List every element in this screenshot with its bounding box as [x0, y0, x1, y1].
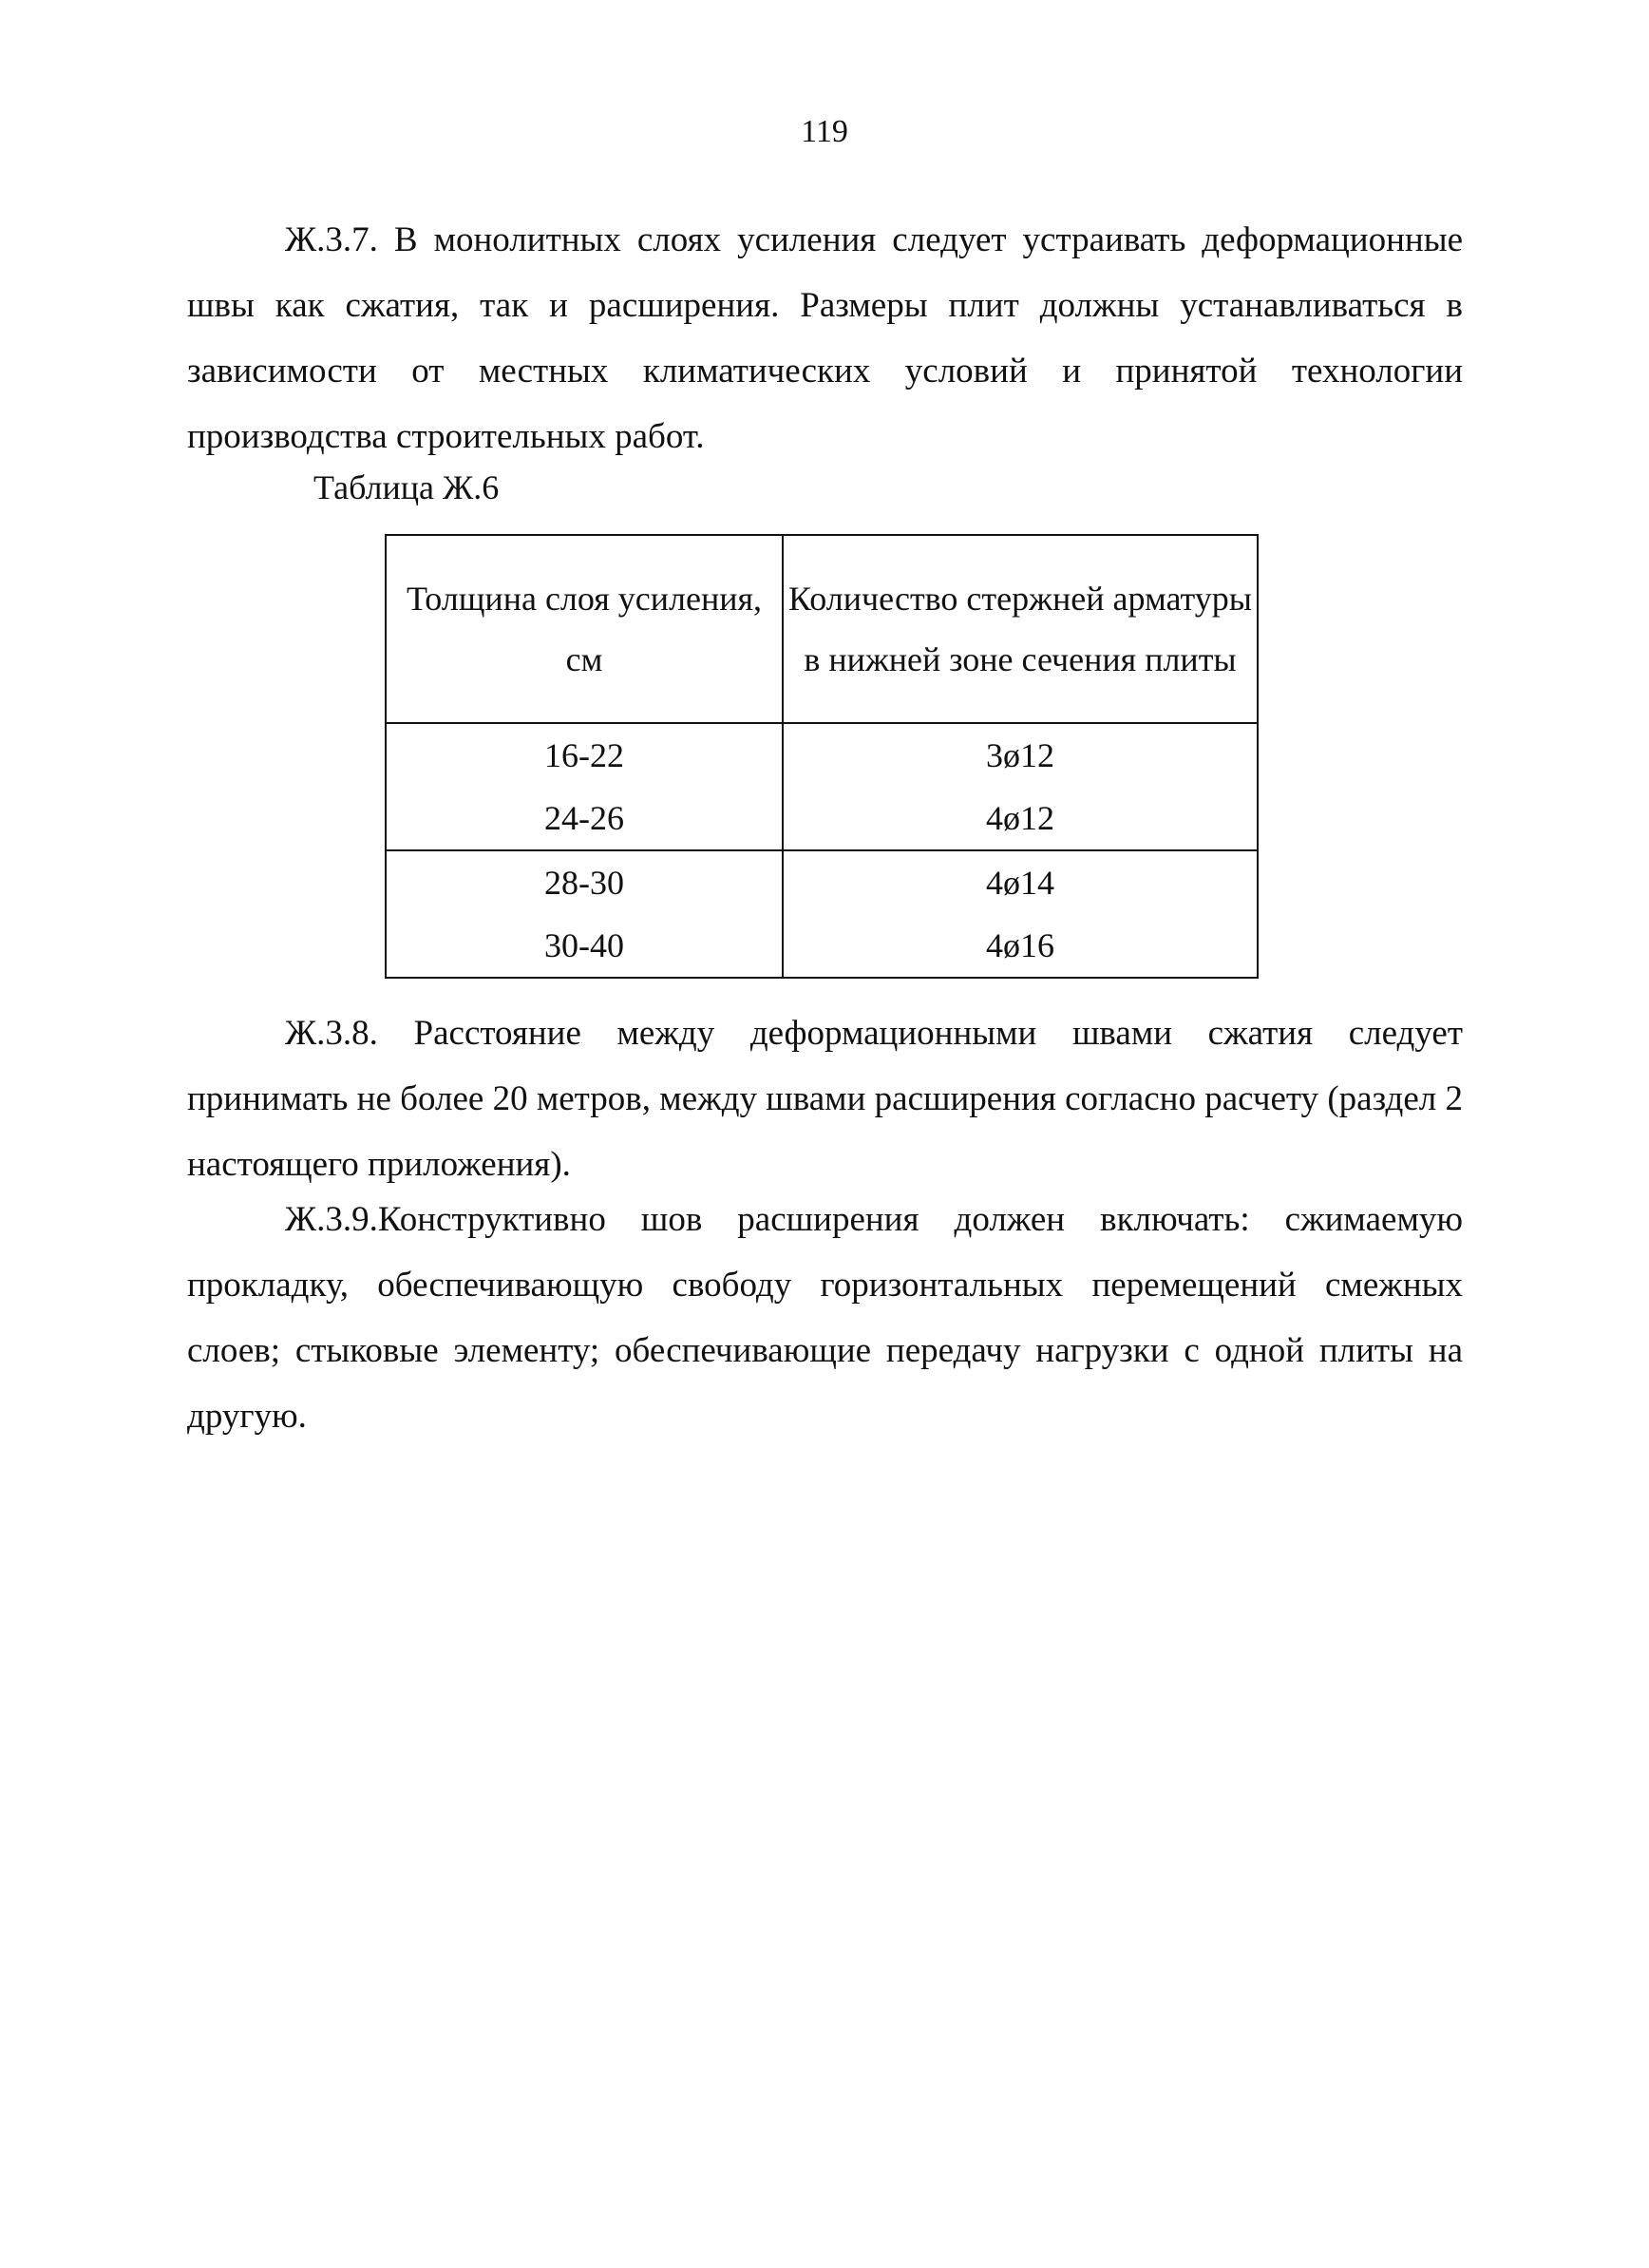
table-row	[386, 914, 1258, 978]
table-row	[386, 850, 1258, 914]
header-rebar-count: Количество стержней арматуры в нижней зоне сечения плиты	[783, 535, 1258, 723]
paragraph-zh-3-9: Ж.3.9.Конструктивно шов расширения должен включать: сжимаемую прокладку, обеспечивающую свободу горизонтальных перемещений смежных слоев; стыковые элементу; обеспечивающие передачу нагрузки с одной плиты на другую.	[187, 1200, 1463, 1436]
table-caption: Таблица Ж.6	[313, 468, 500, 506]
cell-rebar: 4ø16	[783, 914, 1258, 978]
header-thickness: Толщина слоя усиления, см	[386, 535, 783, 723]
cell-thickness: 24-26	[386, 787, 783, 850]
table-row	[386, 787, 1258, 850]
cell-rebar: 4ø12	[783, 787, 1258, 850]
cell-thickness: 28-30	[386, 850, 783, 914]
table-header-row	[386, 535, 1258, 723]
rebar-table	[385, 534, 1259, 979]
cell-thickness: 30-40	[386, 914, 783, 978]
paragraph-zh-3-8: Ж.3.8. Расстояние между деформационными швами сжатия следует принимать не более 20 метров, между швами расширения согласно расчету (раздел 2 настоящего приложения).	[187, 1014, 1463, 1184]
table-row	[386, 723, 1258, 787]
cell-rebar: 4ø14	[783, 850, 1258, 914]
page-number: 119	[801, 114, 848, 149]
paragraph-zh-3-7: Ж.3.7. В монолитных слоях усиления следует устраивать деформационные швы как сжатия, так и расширения. Размеры плит должны устанавливаться в зависимости от местных климатических условий и принятой технологии производства строительных работ.	[187, 220, 1463, 456]
cell-thickness: 16-22	[386, 723, 783, 787]
cell-rebar: 3ø12	[783, 723, 1258, 787]
